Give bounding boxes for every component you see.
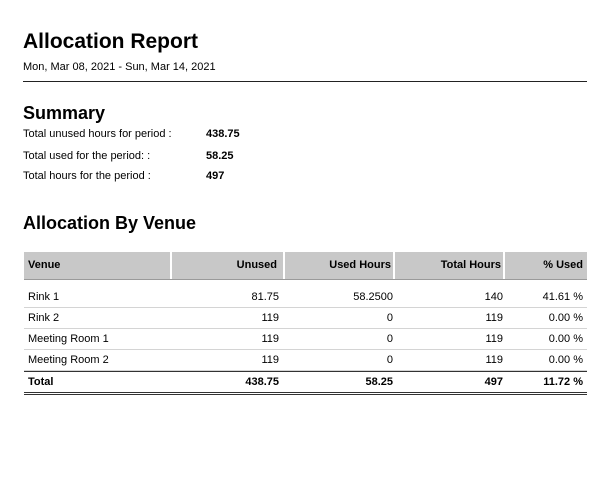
summary-row-used <box>23 149 323 163</box>
summary-row-unused <box>23 127 323 141</box>
column-header-total-hours: Total Hours <box>395 252 505 279</box>
total-used-hours: 58.25 <box>365 376 393 388</box>
cell-venue: Rink 1 <box>28 291 60 303</box>
cell-percent-used: 0.00 % <box>548 312 583 324</box>
total-label: Total <box>28 376 54 388</box>
cell-total-hours: 119 <box>485 333 503 345</box>
cell-venue: Rink 2 <box>28 312 60 324</box>
column-header-unused: Unused <box>172 252 285 279</box>
report-title: Allocation Report <box>23 30 199 53</box>
column-header-percent-used: % Used <box>543 259 583 271</box>
cell-used-hours: 58.2500 <box>353 291 393 303</box>
table-row <box>24 308 587 329</box>
table-total-row <box>24 371 587 395</box>
column-header-used-hours: Used Hours <box>285 252 395 279</box>
cell-used-hours: 0 <box>386 333 393 345</box>
table-row <box>24 287 587 308</box>
summary-value: 58.25 <box>206 150 234 162</box>
cell-used-hours: 0 <box>386 312 393 324</box>
summary-title: Summary <box>23 103 106 123</box>
table-row <box>24 329 587 350</box>
summary-row-total <box>23 169 323 183</box>
summary-label: Total unused hours for period : <box>23 128 172 140</box>
table-row <box>24 350 587 371</box>
cell-venue: Meeting Room 2 <box>28 354 109 366</box>
header-divider <box>23 81 587 82</box>
cell-total-hours: 119 <box>485 354 503 366</box>
summary-value: 438.75 <box>206 128 240 140</box>
cell-unused: 119 <box>261 312 279 324</box>
cell-unused: 81.75 <box>251 291 279 303</box>
cell-percent-used: 0.00 % <box>548 333 583 345</box>
cell-total-hours: 119 <box>485 312 503 324</box>
cell-percent-used: 41.61 % <box>542 291 583 303</box>
cell-unused: 119 <box>261 354 279 366</box>
cell-used-hours: 0 <box>386 354 393 366</box>
allocation-table <box>24 252 587 395</box>
column-header-venue: Venue <box>24 252 172 279</box>
total-unused: 438.75 <box>245 376 279 388</box>
report-date-range: Mon, Mar 08, 2021 - Sun, Mar 14, 2021 <box>23 61 216 73</box>
summary-label: Total hours for the period : <box>23 170 151 182</box>
cell-unused: 119 <box>261 333 279 345</box>
cell-percent-used: 0.00 % <box>548 354 583 366</box>
allocation-by-venue-title: Allocation By Venue <box>23 213 197 233</box>
table-body <box>24 287 587 395</box>
summary-value: 497 <box>206 170 225 182</box>
table-header-row <box>24 252 587 280</box>
total-percent-used: 11.72 % <box>543 376 583 388</box>
total-total-hours: 497 <box>484 376 503 388</box>
cell-venue: Meeting Room 1 <box>28 333 109 345</box>
cell-total-hours: 140 <box>484 291 503 303</box>
summary-label: Total used for the period: : <box>23 150 151 162</box>
